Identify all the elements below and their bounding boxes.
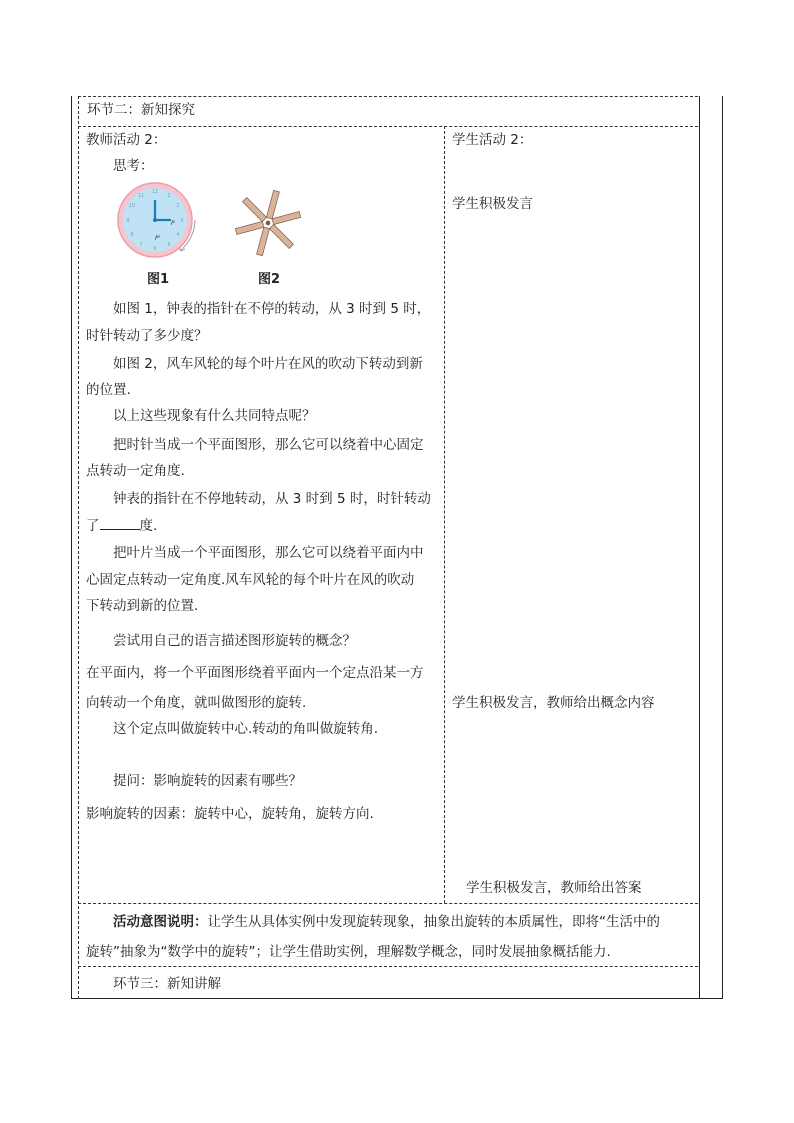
windmill-blade — [272, 212, 301, 225]
intent-text-1: 让学生从具体实例中发现旋转现象，抽象出旋转的本质属性，即将“生活中的 — [207, 914, 660, 930]
windmill-blade — [243, 198, 267, 222]
row-divider-top — [78, 96, 698, 97]
intent-line2: 旋转”抽象为“数学中的旋转”；让学生借助实例，理解数学概念，同时发展抽象概括能力. — [86, 944, 611, 960]
para3: 以上这些现象有什么共同特点呢？ — [113, 408, 316, 424]
section2-title: 环节二：新知探究 — [87, 102, 195, 118]
svg-text:5: 5 — [167, 242, 171, 248]
para5-line1: 钟表的指针在不停地转动，从 3 时到 5 时，时针转动 — [113, 491, 431, 507]
para6-line3: 下转动到新的位置. — [86, 598, 199, 614]
para5-suffix: 度. — [139, 518, 158, 534]
para8-line1: 在平面内，将一个平面图形绕着平面内一个定点沿某一方 — [86, 665, 424, 681]
para4-line1: 把时针当成一个平面图形，那么它可以绕着中心固定 — [113, 437, 424, 453]
section3-title: 环节三：新知讲解 — [113, 976, 221, 992]
clock-center — [153, 218, 157, 222]
para9: 这个定点叫做旋转中心.转动的角叫做旋转角. — [113, 721, 379, 737]
intent-label: 活动意图说明： — [113, 914, 208, 930]
para1-line2: 时针转动了多少度？ — [86, 328, 208, 344]
para7: 尝试用自己的语言描述图形旋转的概念？ — [113, 633, 356, 649]
fig2-caption: 图2 — [258, 272, 281, 287]
answer-blank[interactable] — [100, 517, 140, 530]
table-right-inner-border — [699, 96, 700, 999]
svg-text:1: 1 — [167, 193, 171, 199]
windmill-blade — [269, 224, 293, 248]
clock-label-p: P — [171, 220, 175, 227]
para5-prefix: 了 — [86, 518, 100, 534]
para5-line2 — [86, 517, 157, 534]
svg-text:6: 6 — [153, 246, 157, 252]
student-activity-title: 学生活动 2： — [452, 132, 533, 148]
para6-line2: 心固定点转动一定角度.风车风轮的每个叶片在风的吹动 — [86, 572, 415, 588]
windmill-blade — [235, 221, 264, 234]
para2-line2: 的位置. — [86, 382, 131, 398]
para1-line1: 如图 1，钟表的指针在不停的转动，从 3 时到 5 时， — [113, 301, 431, 317]
col-divider-middle — [444, 126, 445, 903]
col-divider-left — [78, 96, 79, 999]
svg-text:7: 7 — [139, 242, 143, 248]
para2-line1: 如图 2，风车风轮的每个叶片在风的吹动下转动到新 — [113, 356, 423, 372]
think-label: 思考： — [113, 158, 154, 174]
para11: 影响旋转的因素：旋转中心，旋转角，旋转方向. — [86, 806, 374, 822]
row-divider-1 — [78, 126, 698, 127]
windmill-blade — [257, 227, 270, 256]
clock-figure — [113, 180, 209, 266]
fig1-caption: 图1 — [147, 272, 170, 287]
para4-line2: 点转动一定角度. — [86, 463, 185, 479]
svg-text:11: 11 — [137, 193, 145, 199]
row-divider-2 — [78, 903, 698, 904]
svg-text:3: 3 — [180, 218, 184, 224]
student-note-3: 学生积极发言，教师给出答案 — [466, 880, 642, 896]
svg-text:2: 2 — [176, 203, 180, 209]
svg-text:10: 10 — [128, 203, 136, 209]
row-divider-3 — [78, 966, 698, 967]
para6-line1: 把叶片当成一个平面图形，那么它可以绕着平面内中 — [113, 545, 424, 561]
para8-line2: 向转动一个角度，就叫做图形的旋转. — [86, 695, 307, 711]
clock-label-p-prime: P' — [155, 235, 161, 242]
para10: 提问：影响旋转的因素有哪些？ — [113, 773, 302, 789]
windmill-hub — [266, 221, 270, 225]
student-note-1: 学生积极发言 — [452, 196, 533, 212]
windmill-figure — [232, 188, 304, 258]
intent-line1 — [113, 914, 660, 930]
svg-text:8: 8 — [130, 232, 134, 238]
student-note-2: 学生积极发言，教师给出概念内容 — [452, 695, 655, 711]
svg-text:12: 12 — [151, 189, 159, 195]
svg-text:9: 9 — [126, 218, 130, 224]
windmill-blade — [266, 190, 279, 219]
svg-text:4: 4 — [176, 232, 180, 238]
teacher-activity-title: 教师活动 2： — [86, 132, 167, 148]
